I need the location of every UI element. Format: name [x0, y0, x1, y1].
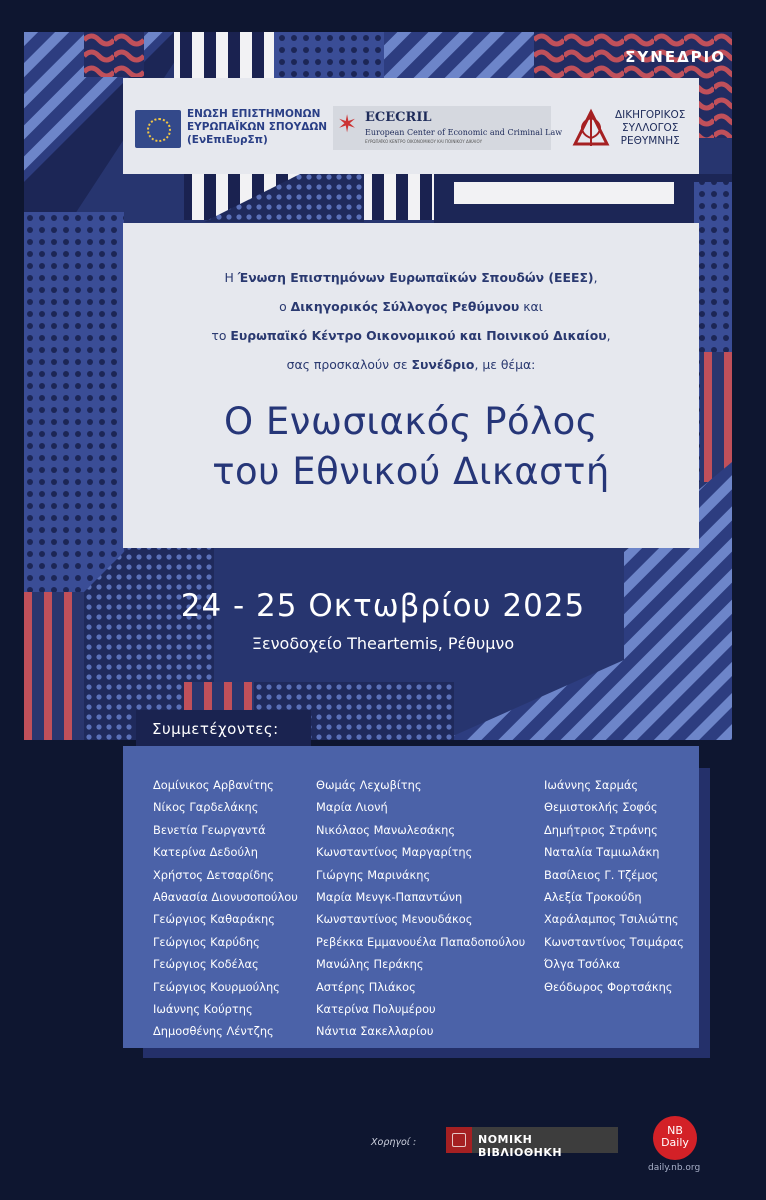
- eees-logo-text: ΕΝΩΣΗ ΕΠΙΣΤΗΜΟΝΩΝ ΕΥΡΩΠΑΪΚΩΝ ΣΠΟΥΔΩΝ (ΕνΕπιΕυρΣπ): [187, 108, 328, 146]
- event-type-badge: ΣΥΝΕΔΡΙΟ: [625, 48, 726, 66]
- participants-column-3: [544, 774, 684, 998]
- eees-logo-icon: [135, 110, 181, 148]
- nb-daily-url: daily.nb.org: [648, 1163, 701, 1173]
- invitation-panel: [123, 223, 699, 548]
- invitation-line-2: ο Δικηγορικός Σύλλογος Ρεθύμνου και: [279, 299, 543, 314]
- participants-list: [123, 746, 699, 1048]
- participant: Ναταλία Ταμιωλάκη: [544, 845, 660, 860]
- participant: Βασίλειος Γ. Τζέμος: [544, 867, 659, 882]
- participant: Ρεβέκκα Εμμανουέλα Παπαδοπούλου: [316, 934, 526, 949]
- participant: Αθανασία Διονυσοπούλου: [153, 890, 298, 905]
- participant: Δημοσθένης Λέντζης: [153, 1024, 274, 1039]
- participant: Γεώργιος Κοδέλας: [153, 957, 259, 972]
- participants-column-2: [316, 774, 525, 1043]
- sponsors-label: Χορηγοί :: [371, 1137, 417, 1148]
- nb-daily-logo: NB Daily: [653, 1116, 697, 1160]
- sponsor-logo: ΝΟΜΙΚΗ ΒΙΒΛΙΟΘΗΚΗ: [446, 1127, 618, 1153]
- participant: Μανώλης Περάκης: [316, 957, 424, 972]
- participants-label: Συμμετέχοντες:: [136, 710, 311, 746]
- participant: Δομίνικος Αρβανίτης: [153, 778, 274, 792]
- participant: Δημήτριος Στράνης: [544, 822, 658, 837]
- invitation-line-1: Η Ένωση Επιστημόνων Ευρωπαϊκών Σπουδών (ΕΕΕΣ),: [224, 270, 598, 285]
- star-icon: ✶: [337, 110, 358, 138]
- participant: Μαρία Λιονή: [316, 800, 388, 815]
- participant: Νάντια Σακελλαρίου: [316, 1024, 434, 1039]
- invitation-text: [123, 263, 699, 379]
- bar-association-logo-icon: [571, 108, 611, 148]
- participant: Νίκος Γαρδελάκης: [153, 800, 259, 815]
- library-icon: [446, 1127, 472, 1153]
- organizer-logos: [123, 78, 699, 174]
- participant: Γεώργιος Κουρμούλης: [153, 979, 280, 994]
- participant: Κωνσταντίνος Τσιμάρας: [544, 934, 684, 949]
- participant: Γεώργιος Καθαράκης: [153, 912, 275, 927]
- participant: Θωμάς Λεχωβίτης: [316, 778, 422, 792]
- participant: Χαράλαμπος Τσιλιώτης: [544, 912, 679, 927]
- participant: Κατερίνα Δεδούλη: [153, 845, 259, 860]
- participant: Βενετία Γεωργαντά: [153, 822, 266, 837]
- participant: Χρήστος Δετσαρίδης: [153, 867, 275, 882]
- participant: Αστέρης Πλιάκος: [316, 979, 416, 994]
- participant: Γιώργης Μαρινάκης: [316, 867, 431, 882]
- ececril-logo: ✶ ECECRIL European Center of Economic and Criminal Law ΕΥΡΩΠΑΪΚΟ ΚΕΝΤΡΟ ΟΙΚΟΝΟΜΙΚΟΥ ΚΑΙ ΠΟΙΝΙΚΟΥ ΔΙΚΑΙΟΥ: [333, 106, 551, 150]
- conference-dates: 24 - 25 Οκτωβρίου 2025: [180, 588, 586, 624]
- participant: Μαρία Μενγκ-Παπαντώνη: [316, 890, 463, 905]
- participant: Αλεξία Τροκούδη: [544, 890, 642, 905]
- participant: Ιωάννης Σαρμάς: [544, 778, 639, 792]
- conference-venue: Ξενοδοχείο Theartemis, Ρέθυμνο: [251, 634, 515, 653]
- participant: Ιωάννης Κούρτης: [153, 1002, 253, 1017]
- participant: Όλγα Τσόλκα: [544, 957, 620, 972]
- invitation-line-3: το Ευρωπαϊκό Κέντρο Οικονομικού και Ποινικού Δικαίου,: [211, 328, 611, 343]
- participant: Θεόδωρος Φορτσάκης: [544, 979, 673, 994]
- participant: Νικόλαος Μανωλεσάκης: [316, 822, 456, 837]
- participant: Κωνσταντίνος Μενουδάκος: [316, 912, 473, 927]
- participants-column-1: [153, 774, 298, 1043]
- participant: Γεώργιος Καρύδης: [153, 934, 260, 949]
- invitation-line-4: σας προσκαλούν σε Συνέδριο, με θέμα:: [286, 357, 536, 372]
- participant: Κωνσταντίνος Μαργαρίτης: [316, 845, 473, 860]
- participant: Κατερίνα Πολυμέρου: [316, 1002, 436, 1017]
- participant: Θεμιστοκλής Σοφός: [544, 800, 658, 815]
- conference-title: Ο Ενωσιακός Ρόλος του Εθνικού Δικαστή: [212, 400, 610, 493]
- bar-association-logo-text: ΔΙΚΗΓΟΡΙΚΟΣ ΣΥΛΛΟΓΟΣ ΡΕΘΥΜΝΗΣ: [615, 109, 686, 147]
